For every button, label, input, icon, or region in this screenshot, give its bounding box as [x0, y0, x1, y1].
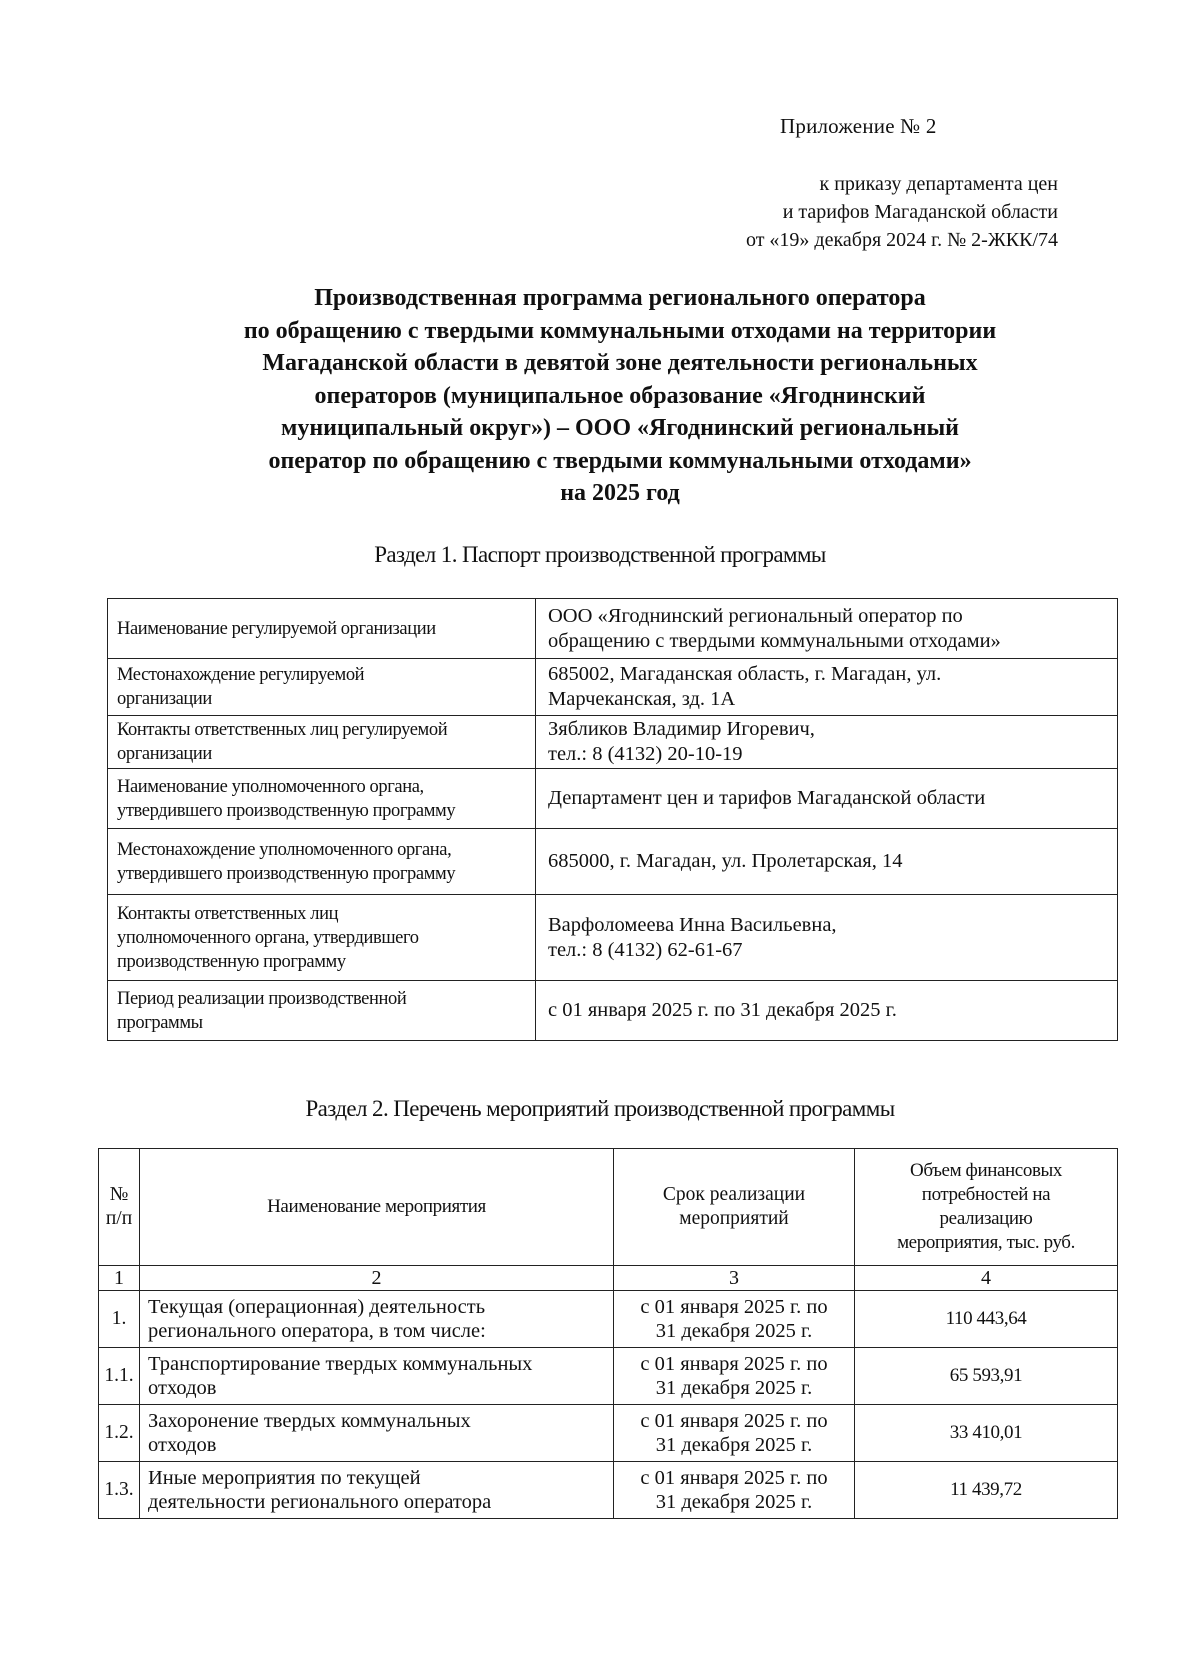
title-line: Производственная программа регионального оператора	[314, 285, 926, 311]
order-reference	[746, 170, 1058, 254]
title-line: муниципальный округ») – ООО «Ягоднинский региональный	[280, 415, 960, 441]
table-header-row	[99, 1149, 1118, 1266]
passport-value: Зябликов Владимир Игоревич, тел.: 8 (4132) 20-10-19	[536, 716, 1118, 769]
column-number-row	[99, 1266, 1118, 1291]
title-line: на 2025 год	[560, 480, 680, 506]
activity-name: Захоронение твердых коммунальных отходов	[140, 1405, 614, 1462]
passport-row	[108, 599, 1118, 659]
passport-label: Наименование регулируемой организации	[108, 599, 536, 659]
activity-period: с 01 января 2025 г. по 31 декабря 2025 г.	[614, 1348, 855, 1405]
table-row	[99, 1462, 1118, 1519]
passport-row	[108, 769, 1118, 829]
row-number: 1.1.	[99, 1348, 140, 1405]
passport-row	[108, 659, 1118, 716]
passport-value: Варфоломеева Инна Васильевна, тел.: 8 (4132) 62-61-67	[536, 895, 1118, 981]
passport-label: Период реализации производственной программы	[108, 981, 536, 1041]
table-row	[99, 1405, 1118, 1462]
passport-value: 685002, Магаданская область, г. Магадан, ул. Марчеканская, зд. 1А	[536, 659, 1118, 716]
passport-value: Департамент цен и тарифов Магаданской области	[536, 769, 1118, 829]
row-number: 1.3.	[99, 1462, 140, 1519]
column-header-activity: Наименование мероприятия	[140, 1149, 614, 1266]
passport-row	[108, 895, 1118, 981]
passport-label: Контакты ответственных лиц регулируемой организации	[108, 716, 536, 769]
row-number: 1.	[99, 1291, 140, 1348]
column-number: 2	[140, 1266, 614, 1291]
passport-row	[108, 829, 1118, 895]
passport-label: Наименование уполномоченного органа, утвердившего производственную программу	[108, 769, 536, 829]
column-number: 4	[855, 1266, 1118, 1291]
row-number: 1.2.	[99, 1405, 140, 1462]
column-header-amount: Объем финансовых потребностей на реализацию мероприятия, тыс. руб.	[855, 1149, 1118, 1266]
title-line: операторов (муниципальное образование «Ягоднинский	[314, 382, 926, 409]
appendix-label: Приложение № 2	[780, 114, 937, 138]
activity-period: с 01 января 2025 г. по 31 декабря 2025 г.	[614, 1462, 855, 1519]
column-header-number: № п/п	[99, 1149, 140, 1266]
activity-amount: 11 439,72	[855, 1462, 1118, 1519]
order-line: к приказу департамента цен	[819, 173, 1058, 195]
activity-name: Текущая (операционная) деятельность регионального оператора, в том числе:	[140, 1291, 614, 1348]
order-line: и тарифов Магаданской области	[782, 201, 1058, 223]
passport-value: с 01 января 2025 г. по 31 декабря 2025 г.	[536, 981, 1118, 1041]
section1-heading: Раздел 1. Паспорт производственной программы	[374, 542, 826, 567]
passport-value: 685000, г. Магадан, ул. Пролетарская, 14	[536, 829, 1118, 895]
activity-period: с 01 января 2025 г. по 31 декабря 2025 г.	[614, 1291, 855, 1348]
passport-label: Контакты ответственных лиц уполномоченного органа, утвердившего производственную программу	[108, 895, 536, 981]
activity-name: Транспортирование твердых коммунальных отходов	[140, 1348, 614, 1405]
document-title	[120, 282, 1120, 510]
title-line: Магаданской области в девятой зоне деятельности региональных	[262, 350, 978, 376]
passport-row	[108, 981, 1118, 1041]
passport-label: Местонахождение регулируемой организации	[108, 659, 536, 716]
activity-name: Иные мероприятия по текущей деятельности регионального оператора	[140, 1462, 614, 1519]
activities-table	[98, 1148, 1118, 1519]
order-line: от «19» декабря 2024 г. № 2-ЖКК/74	[745, 229, 1058, 251]
activity-period: с 01 января 2025 г. по 31 декабря 2025 г.	[614, 1405, 855, 1462]
column-header-period: Срок реализации мероприятий	[614, 1149, 855, 1266]
title-line: по обращению с твердыми коммунальными отходами на территории	[243, 317, 997, 344]
passport-value: ООО «Ягоднинский региональный оператор по обращению с твердыми коммунальными отходами»	[536, 599, 1118, 659]
title-line: оператор по обращению с твердыми коммунальными отходами»	[268, 447, 972, 474]
section2-heading: Раздел 2. Перечень мероприятий производственной программы	[305, 1096, 895, 1121]
passport-table	[107, 598, 1118, 1041]
activity-amount: 33 410,01	[855, 1405, 1118, 1462]
activity-amount: 65 593,91	[855, 1348, 1118, 1405]
passport-label: Местонахождение уполномоченного органа, утвердившего производственную программу	[108, 829, 536, 895]
column-number: 3	[614, 1266, 855, 1291]
table-row	[99, 1348, 1118, 1405]
table-row	[99, 1291, 1118, 1348]
column-number: 1	[99, 1266, 140, 1291]
passport-row	[108, 716, 1118, 769]
activity-amount: 110 443,64	[855, 1291, 1118, 1348]
